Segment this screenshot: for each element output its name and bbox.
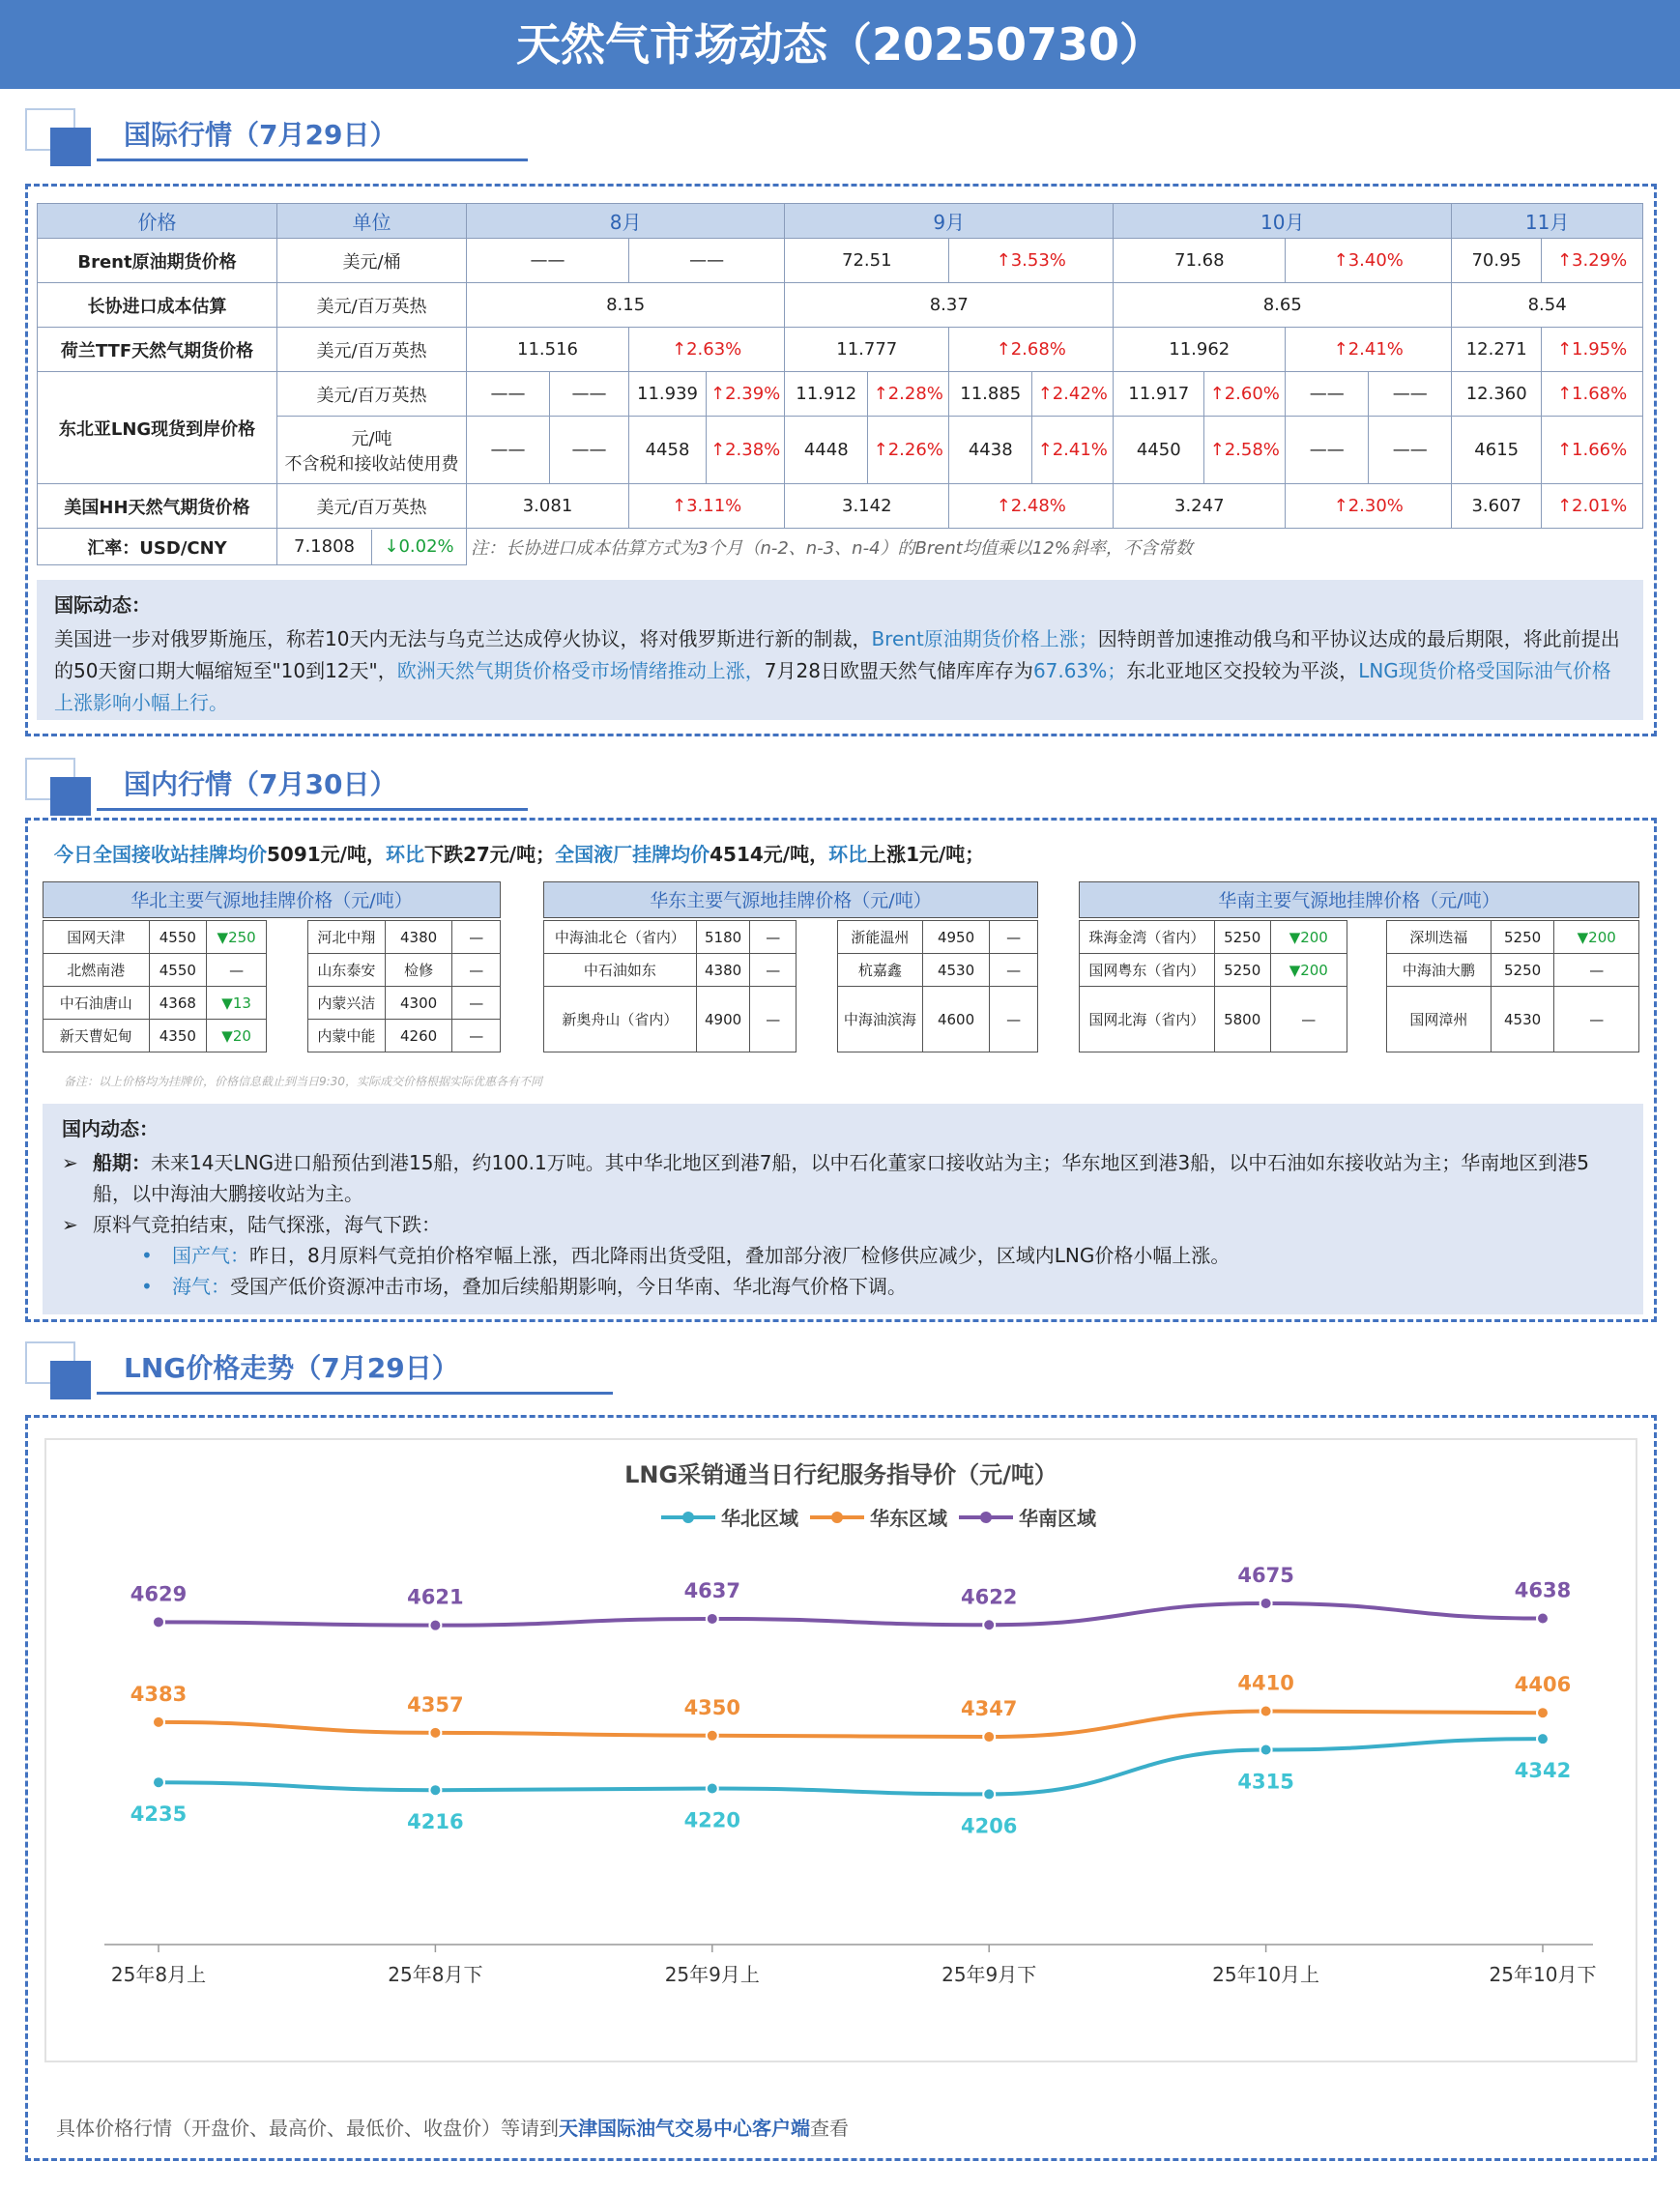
value-cell: 71.68 xyxy=(1114,239,1286,283)
table-note: 注：长协进口成本估算方式为3个月（n-2、n-3、n-4）的Brent均值乘以12%斜率，不含常数 xyxy=(471,537,1193,559)
value-cell: —— xyxy=(1286,372,1369,417)
source-row xyxy=(1387,921,1639,954)
source-row xyxy=(838,921,1038,954)
change-cell: —— xyxy=(1369,417,1452,484)
data-point xyxy=(1537,1707,1549,1718)
legend-marker xyxy=(980,1512,992,1523)
source-row xyxy=(308,954,501,987)
change-cell: ↑2.01% xyxy=(1542,484,1643,529)
data-point xyxy=(153,1716,164,1728)
series-line xyxy=(159,1603,1543,1626)
data-label: 4350 xyxy=(683,1695,741,1719)
section-header-dom xyxy=(25,758,528,816)
fx-change: ↓0.02% xyxy=(384,535,454,557)
source-name: 珠海金湾（省内） xyxy=(1080,921,1215,954)
unit-line1: 元/吨 xyxy=(351,428,392,449)
dom-dynamics xyxy=(43,1104,1643,1314)
dom-dyn-title: 国内动态： xyxy=(62,1117,159,1140)
summary-value: 5091元/吨， xyxy=(267,843,386,866)
region-table-south-left xyxy=(1079,920,1347,1052)
source-row xyxy=(43,1020,267,1052)
source-price: 5250 xyxy=(1214,921,1270,954)
value-cell: 70.95 xyxy=(1452,239,1542,283)
header-unit: 单位 xyxy=(277,204,467,239)
source-change: — xyxy=(750,987,797,1052)
data-label: 4235 xyxy=(130,1802,188,1827)
source-price: 4350 xyxy=(149,1020,207,1052)
row-hh xyxy=(38,484,1643,529)
intl-dyn-text xyxy=(54,623,1626,719)
summary-label: 今日全国接收站挂牌均价 xyxy=(54,843,267,866)
source-row xyxy=(544,987,797,1052)
row-brent xyxy=(38,239,1643,283)
data-point xyxy=(707,1730,718,1742)
region-title-east: 华东主要气源地挂牌价格（元/吨） xyxy=(543,881,1038,918)
text-span: 因特朗普加速推动俄乌和平协议达成的最后期限，将此前提出的50天窗口期大幅缩短至"10到12天"， xyxy=(54,627,1620,682)
data-point xyxy=(429,1727,441,1739)
change-cell: ↑1.95% xyxy=(1542,328,1643,372)
source-row xyxy=(838,954,1038,987)
data-point xyxy=(1260,1744,1272,1756)
value-cell: —— xyxy=(1286,417,1369,484)
dot-bullet-icon: • xyxy=(141,1244,153,1267)
row-lng-usd xyxy=(38,372,1643,417)
change-cell: ↑3.40% xyxy=(1286,239,1452,283)
header-underline xyxy=(97,159,528,161)
value-cell: 3.607 xyxy=(1452,484,1542,529)
sub-text: 受国产低价资源冲击市场，叠加后续船期影响，今日华南、华北海气价格下调。 xyxy=(230,1275,907,1298)
row-label: Brent原油期货价格 xyxy=(38,239,277,283)
change-cell: ↑1.68% xyxy=(1542,372,1643,417)
source-change: — xyxy=(750,921,797,954)
unit-line2: 不含税和接收站使用费 xyxy=(284,453,459,475)
source-row xyxy=(1387,954,1639,987)
summary-value: 上涨1元/吨； xyxy=(867,843,985,866)
source-change: — xyxy=(452,954,501,987)
highlight-span: LNG现货价格受国际油气价格上涨影响小幅上行。 xyxy=(54,659,1611,714)
source-name: 北燃南港 xyxy=(43,954,150,987)
source-name: 国网北海（省内） xyxy=(1080,987,1215,1052)
x-tick-label: 25年8月下 xyxy=(388,1963,483,1986)
series-line xyxy=(159,1739,1543,1794)
arrow-bullet-icon: ➢ xyxy=(62,1213,78,1236)
sub-label: 国产气： xyxy=(172,1244,249,1267)
source-name: 杭嘉鑫 xyxy=(838,954,923,987)
source-name: 新天曹妃甸 xyxy=(43,1020,150,1052)
source-price: 4260 xyxy=(385,1020,452,1052)
source-price: 5250 xyxy=(1491,921,1554,954)
source-name: 山东泰安 xyxy=(308,954,386,987)
source-row xyxy=(43,987,267,1020)
header-decor-fill xyxy=(50,1361,91,1399)
legend-marker xyxy=(831,1512,843,1523)
change-cell: ↑2.63% xyxy=(629,328,785,372)
source-change: — xyxy=(750,954,797,987)
unit-cell: 美元/百万英热 xyxy=(277,372,467,417)
source-change: — xyxy=(1554,954,1639,987)
source-change: — xyxy=(990,921,1038,954)
source-change: ▼250 xyxy=(207,921,267,954)
source-price: 4530 xyxy=(922,954,990,987)
source-row xyxy=(544,954,797,987)
section-title-trend: LNG价格走势（7月29日） xyxy=(124,1352,459,1384)
header-underline xyxy=(97,808,528,811)
data-point xyxy=(153,1616,164,1628)
source-change: — xyxy=(452,921,501,954)
source-price: 5180 xyxy=(696,921,750,954)
change-cell: ↑1.66% xyxy=(1542,417,1643,484)
source-change: — xyxy=(990,987,1038,1052)
source-change: — xyxy=(452,987,501,1020)
intl-dynamics xyxy=(37,580,1643,720)
change-cell: ↑2.30% xyxy=(1286,484,1452,529)
change-cell: ↑3.29% xyxy=(1542,239,1643,283)
change-cell: —— xyxy=(550,372,629,417)
unit-cell: 美元/桶 xyxy=(277,239,467,283)
source-row xyxy=(1080,954,1347,987)
ship-text: 未来14天LNG进口船预估到港15船，约100.1万吨。其中华北地区到港7船，以中石化董家口接收站为主；华东地区到港3船，以中石油如东接收站为主；华南地区到港5船，以中海油大鹏接收站为主。 xyxy=(93,1151,1589,1205)
data-label: 4622 xyxy=(960,1585,1018,1609)
value-cell: 11.885 xyxy=(949,372,1032,417)
source-row xyxy=(1080,987,1347,1052)
source-row xyxy=(308,987,501,1020)
value-cell: 4448 xyxy=(785,417,868,484)
header-decor-fill xyxy=(50,128,91,166)
value-cell: 72.51 xyxy=(785,239,949,283)
value-cell: 4615 xyxy=(1452,417,1542,484)
sub-label: 海气： xyxy=(172,1275,230,1298)
row-ttf xyxy=(38,328,1643,372)
bullet-text xyxy=(172,1240,1230,1271)
value-cell: 8.65 xyxy=(1114,283,1452,328)
value-cell: 8.37 xyxy=(785,283,1114,328)
footer-text: 查看 xyxy=(810,2117,849,2140)
source-change: — xyxy=(1270,987,1347,1052)
unit-cell: 美元/百万英热 xyxy=(277,484,467,529)
value-cell: 3.142 xyxy=(785,484,949,529)
section-header-trend xyxy=(25,1341,528,1399)
region-table-south-right xyxy=(1386,920,1639,1052)
summary-label: 环比 xyxy=(385,843,424,866)
source-change: — xyxy=(1554,987,1639,1052)
fx-value: 7.1808 xyxy=(277,530,372,564)
header-nov: 11月 xyxy=(1452,204,1643,239)
x-tick-label: 25年10月下 xyxy=(1489,1963,1597,1986)
data-label: 4629 xyxy=(130,1582,188,1606)
bullet-text xyxy=(172,1271,907,1302)
sub-bullet-sea xyxy=(62,1271,1624,1302)
change-cell: —— xyxy=(1369,372,1452,417)
data-label: 4410 xyxy=(1237,1671,1294,1695)
row-longterm xyxy=(38,283,1643,328)
data-point xyxy=(983,1788,995,1800)
value-cell: 8.15 xyxy=(467,283,785,328)
change-cell: ↑2.68% xyxy=(949,328,1114,372)
source-name: 中海油大鹏 xyxy=(1387,954,1492,987)
value-cell: —— xyxy=(467,239,629,283)
source-change: ▼13 xyxy=(207,987,267,1020)
chart-frame xyxy=(44,1438,1637,2062)
change-cell: ↑2.38% xyxy=(707,417,785,484)
value-cell: 11.777 xyxy=(785,328,949,372)
summary-label: 环比 xyxy=(828,843,868,866)
value-cell: 3.247 xyxy=(1114,484,1286,529)
bullet-raw xyxy=(62,1209,1624,1240)
series-line xyxy=(159,1712,1543,1738)
change-cell: ↑2.42% xyxy=(1032,372,1114,417)
data-point xyxy=(1260,1598,1272,1609)
source-name: 中石油如东 xyxy=(544,954,697,987)
source-name: 浙能温州 xyxy=(838,921,923,954)
value-cell: —— xyxy=(467,417,550,484)
source-name: 国网天津 xyxy=(43,921,150,954)
legend-label: 华南区域 xyxy=(1019,1507,1096,1530)
value-cell: 4438 xyxy=(949,417,1032,484)
row-label: 汇率：USD/CNY xyxy=(38,529,277,565)
text-span: 7月28日欧盟天然气储库库存为 xyxy=(764,659,1033,682)
source-price: 5800 xyxy=(1214,987,1270,1052)
data-label: 4383 xyxy=(130,1682,188,1706)
source-row xyxy=(43,921,267,954)
dom-summary xyxy=(54,839,984,867)
change-cell: ↑2.60% xyxy=(1204,372,1286,417)
source-price: 检修 xyxy=(385,954,452,987)
lng-price-chart xyxy=(46,1440,1636,2061)
source-price: 5250 xyxy=(1214,954,1270,987)
region-table-north-right xyxy=(307,920,501,1052)
region-title-south: 华南主要气源地挂牌价格（元/吨） xyxy=(1079,881,1639,918)
data-label: 4216 xyxy=(407,1810,464,1834)
change-cell: ↑2.41% xyxy=(1032,417,1114,484)
source-price: 4600 xyxy=(922,987,990,1052)
section-title-dom: 国内行情（7月30日） xyxy=(124,768,397,800)
legend-marker xyxy=(682,1512,694,1523)
data-point xyxy=(1537,1613,1549,1625)
region-table-east-right xyxy=(837,920,1038,1052)
legend-label: 华东区域 xyxy=(870,1507,947,1530)
intl-dyn-title: 国际动态： xyxy=(54,593,151,617)
region-remark: 备注：以上价格均为挂牌价，价格信息截止到当日9:30，实际成交价格根据实际优惠各有不同 xyxy=(64,1075,542,1088)
change-cell: ↑3.11% xyxy=(629,484,785,529)
source-price: 4550 xyxy=(149,921,207,954)
data-point xyxy=(429,1784,441,1796)
change-cell: ↑2.41% xyxy=(1286,328,1452,372)
sub-bullet-domestic xyxy=(62,1240,1624,1271)
page-banner: 天然气市场动态（20250730） xyxy=(0,0,1680,89)
data-point xyxy=(153,1776,164,1788)
value-cell: 8.54 xyxy=(1452,283,1643,328)
unit-cell xyxy=(277,417,467,484)
footer-note xyxy=(56,2113,849,2141)
data-point xyxy=(1260,1706,1272,1717)
section-header-intl xyxy=(25,108,528,166)
source-name: 河北中翔 xyxy=(308,921,386,954)
bullet-ship xyxy=(62,1147,1624,1209)
header-sep: 9月 xyxy=(785,204,1114,239)
region-table-east-left xyxy=(543,920,797,1052)
data-label: 4220 xyxy=(683,1808,741,1832)
unit-cell: 美元/百万英热 xyxy=(277,283,467,328)
dot-bullet-icon: • xyxy=(141,1275,153,1298)
data-label: 4621 xyxy=(407,1585,464,1609)
source-price: 4530 xyxy=(1491,987,1554,1052)
row-label: 东北亚LNG现货到岸价格 xyxy=(38,372,277,484)
change-cell: —— xyxy=(629,239,785,283)
source-name: 中海油北仑（省内） xyxy=(544,921,697,954)
source-row xyxy=(43,954,267,987)
data-point xyxy=(707,1783,718,1795)
header-aug: 8月 xyxy=(467,204,785,239)
value-cell: 12.271 xyxy=(1452,328,1542,372)
data-point xyxy=(1537,1733,1549,1744)
source-change: ▼200 xyxy=(1270,921,1347,954)
bullet-text xyxy=(93,1147,1624,1209)
data-label: 4206 xyxy=(960,1814,1018,1838)
text-span: 美国进一步对俄罗斯施压，称若10天内无法与乌克兰达成停火协议，将对俄罗斯进行新的制裁， xyxy=(54,627,872,650)
change-cell: ↑2.58% xyxy=(1204,417,1286,484)
region-table-north-left xyxy=(43,920,267,1052)
x-tick-label: 25年9月上 xyxy=(664,1963,760,1986)
value-cell: 11.917 xyxy=(1114,372,1204,417)
data-point xyxy=(707,1613,718,1625)
source-price: 4368 xyxy=(149,987,207,1020)
highlight-span: 67.63%； xyxy=(1032,659,1127,682)
data-label: 4675 xyxy=(1237,1563,1294,1587)
change-cell: ↑3.53% xyxy=(949,239,1114,283)
value-cell: 4458 xyxy=(629,417,707,484)
change-cell: ↑2.39% xyxy=(707,372,785,417)
value-cell: 11.962 xyxy=(1114,328,1286,372)
source-name: 内蒙中能 xyxy=(308,1020,386,1052)
source-price: 4950 xyxy=(922,921,990,954)
data-label: 4342 xyxy=(1514,1759,1572,1783)
x-tick-label: 25年9月下 xyxy=(941,1963,1037,1986)
chart-title: LNG采销通当日行纪服务指导价（元/吨） xyxy=(624,1461,1057,1488)
text-span: 东北亚地区交投较为平淡， xyxy=(1126,659,1359,682)
data-label: 4347 xyxy=(960,1697,1018,1721)
source-name: 深圳迭福 xyxy=(1387,921,1492,954)
value-cell: 11.516 xyxy=(467,328,629,372)
highlight-span: Brent原油期货价格上涨； xyxy=(871,627,1098,650)
row-lng-cny xyxy=(38,417,1643,484)
row-label: 荷兰TTF天然气期货价格 xyxy=(38,328,277,372)
data-label: 4315 xyxy=(1237,1770,1294,1794)
source-change: — xyxy=(990,954,1038,987)
source-price: 4900 xyxy=(696,987,750,1052)
source-price: 4380 xyxy=(696,954,750,987)
source-name: 中石油唐山 xyxy=(43,987,150,1020)
section-title-intl: 国际行情（7月29日） xyxy=(124,119,397,151)
ship-label: 船期： xyxy=(93,1151,151,1174)
highlight-span: 欧洲天然气期货价格受市场情绪推动上涨， xyxy=(396,659,765,682)
intl-price-table xyxy=(37,203,1643,565)
source-change: ▼200 xyxy=(1554,921,1639,954)
source-change: — xyxy=(207,954,267,987)
data-point xyxy=(983,1731,995,1743)
source-price: 4550 xyxy=(149,954,207,987)
source-name: 国网粤东（省内） xyxy=(1080,954,1215,987)
source-price: 4300 xyxy=(385,987,452,1020)
data-label: 4357 xyxy=(407,1692,464,1716)
source-row xyxy=(308,921,501,954)
region-title-north: 华北主要气源地挂牌价格（元/吨） xyxy=(43,881,501,918)
raw-text: 原料气竞拍结束，陆气探涨，海气下跌： xyxy=(93,1213,441,1236)
source-row xyxy=(1080,921,1347,954)
value-cell: 4450 xyxy=(1114,417,1204,484)
source-change: ▼20 xyxy=(207,1020,267,1052)
source-row xyxy=(838,987,1038,1052)
arrow-bullet-icon: ➢ xyxy=(62,1151,78,1174)
source-change: ▼200 xyxy=(1270,954,1347,987)
summary-value: 下跌27元/吨； xyxy=(423,843,556,866)
source-change: — xyxy=(452,1020,501,1052)
source-price: 5250 xyxy=(1491,954,1554,987)
data-point xyxy=(429,1620,441,1631)
change-cell: ↑2.28% xyxy=(868,372,949,417)
header-price: 价格 xyxy=(38,204,277,239)
change-cell: ↑2.48% xyxy=(949,484,1114,529)
source-name: 中海油滨海 xyxy=(838,987,923,1052)
source-row xyxy=(308,1020,501,1052)
summary-label: 全国液厂挂牌均价 xyxy=(555,843,710,866)
row-fx xyxy=(38,529,1643,565)
value-cell: 3.081 xyxy=(467,484,629,529)
data-label: 4637 xyxy=(683,1578,741,1602)
header-oct: 10月 xyxy=(1114,204,1452,239)
x-tick-label: 25年10月上 xyxy=(1212,1963,1320,1986)
row-label: 长协进口成本估算 xyxy=(38,283,277,328)
value-cell: 12.360 xyxy=(1452,372,1542,417)
legend-label: 华北区域 xyxy=(721,1507,798,1530)
value-cell: 11.939 xyxy=(629,372,707,417)
change-cell: ↑2.26% xyxy=(868,417,949,484)
data-point xyxy=(983,1619,995,1630)
change-cell: —— xyxy=(550,417,629,484)
summary-value: 4514元/吨， xyxy=(710,843,829,866)
source-name: 内蒙兴洁 xyxy=(308,987,386,1020)
data-label: 4638 xyxy=(1514,1578,1572,1602)
sub-text: 昨日，8月原料气竞拍价格窄幅上涨，西北降雨出货受阻，叠加部分液厂检修供应减少，区域内LNG价格小幅上涨。 xyxy=(249,1244,1231,1267)
footer-text: 具体价格行情（开盘价、最高价、最低价、收盘价）等请到 xyxy=(56,2117,559,2140)
source-name: 新奥舟山（省内） xyxy=(544,987,697,1052)
source-name: 国网漳州 xyxy=(1387,987,1492,1052)
value-cell: —— xyxy=(467,372,550,417)
value-cell: 11.912 xyxy=(785,372,868,417)
source-row xyxy=(1387,987,1639,1052)
source-price: 4380 xyxy=(385,921,452,954)
row-label: 美国HH天然气期货价格 xyxy=(38,484,277,529)
unit-cell: 美元/百万英热 xyxy=(277,328,467,372)
fx-cell xyxy=(277,529,467,565)
header-decor-fill xyxy=(50,777,91,816)
x-tick-label: 25年8月上 xyxy=(110,1963,207,1986)
client-link[interactable]: 天津国际油气交易中心客户端 xyxy=(559,2117,810,2140)
header-underline xyxy=(97,1392,613,1395)
data-label: 4406 xyxy=(1514,1673,1572,1697)
source-row xyxy=(544,921,797,954)
